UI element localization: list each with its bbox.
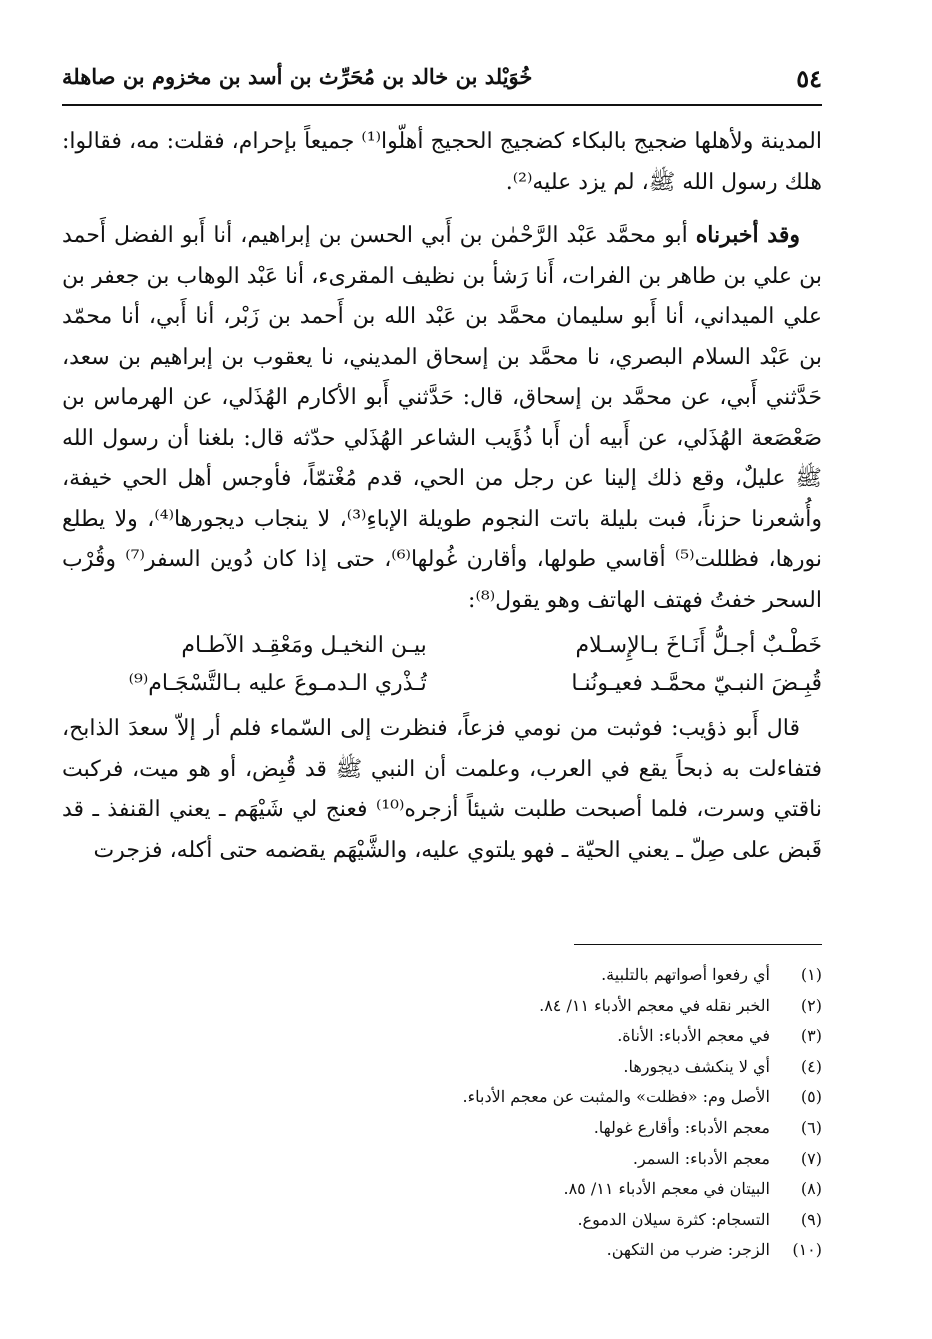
footnote-number: (٤)	[800, 1056, 822, 1076]
poem-verse	[62, 665, 822, 703]
main-text	[62, 122, 822, 871]
footnote-text: الأصل وم: «فظلت» والمثبت عن معجم الأدباء.	[462, 1087, 770, 1107]
page-number: ٥٤	[796, 64, 822, 93]
verse-second-hemistich: بيـن النخيـل ومَعْقِـد الآطـام	[181, 633, 427, 658]
footnote	[62, 1235, 822, 1266]
paragraph-2-text: أبو محمَّد عَبْد الرَّحْمٰن بن أَبي الحسن بن إبراهيم، أنا أَبو الفضل أَحمد بن علي بن طاهر بن الفرات، أَنا رَشأ بن نظيف المقرىء، أنا عَبْد الوهاب بن جعفر بن علي الميداني، أنا أَبو سليمان محمَّد بن عَبْد الله بن أَحمد بن زَبْر، أنا أَبي، أنا محمّد بن عَبْد السلام البصري، نا محمَّد بن إسحاق المديني، نا يعقوب بن إبراهيم بن سعد، حَدَّثني أَبي، عن محمَّد بن إسحاق، قال: حَدَّثني أَبو الأكارم الهُذَلي، عن الهرماس بن صَعْصَعة الهُذَلي، عن أَبيه أن أَبا ذُؤَيب الشاعر الهُذَلي حدّثه قال: بلغنا أن رسول الله ﷺ عليلٌ، وقع ذلك إلينا عن رجل من الحي، قدم مُغْتمّاً، فأوجس أهل الحي خيفة، وأُشعرنا حزناً، فبت بليلة باتت النجوم طويلة الإباءِ⁽³⁾، لا ينجاب ديجورها⁽⁴⁾، ولا يطلع نورها، فظللت⁽⁵⁾ أقاسي طولها، وأقارن غُولها⁽⁶⁾، حتى إذا كان دُوين السفر⁽⁷⁾ وقُرْب السحر خفتُ فهتف الهاتف وهو يقول⁽⁸⁾:	[62, 223, 822, 613]
footnote	[62, 1113, 822, 1144]
footnote	[62, 1144, 822, 1175]
footnote-rule	[574, 944, 822, 945]
verse-first-hemistich: خَطْـبٌ أجـلُّ أَنَـاخَ بـالإِسـلام	[575, 633, 822, 658]
footnote	[62, 1205, 822, 1236]
paragraph-2	[62, 215, 822, 621]
footnote-text: معجم الأدباء: السمر.	[632, 1148, 770, 1168]
verse-first-hemistich: قُبِـضَ النبـيّ محمَّـد فعيـونُنـا	[571, 671, 822, 696]
footnote-text: الزجر: ضرب من التكهن.	[606, 1240, 770, 1260]
header-rule	[62, 104, 822, 106]
page-header	[62, 58, 822, 102]
footnote-text: البيتان في معجم الأدباء ١١/ ٨٥.	[563, 1179, 770, 1199]
footnote-number: (٧)	[800, 1148, 822, 1168]
footnote-number: (٣)	[800, 1026, 822, 1046]
footnote-number: (١٠)	[792, 1240, 822, 1260]
footnote-text: الخبر نقله في معجم الأدباء ١١/ ٨٤.	[539, 995, 770, 1015]
running-title: خُوَيْلد بن خالد بن مُحَرِّث بن أسد بن مخزوم بن صاهلة	[62, 64, 533, 89]
footnotes	[62, 960, 822, 1266]
footnote	[62, 991, 822, 1022]
poem	[62, 627, 822, 703]
footnote-number: (١)	[800, 965, 822, 984]
footnote-text: أي لا ينكشف ديجورها.	[623, 1056, 770, 1076]
paragraph-1: المدينة ولأهلها ضجيج بالبكاء كضجيج الحجيج أهلّوا⁽¹⁾ جميعاً بإحرام، فقلت: مه، فقالوا: هلك رسول الله ﷺ، لم يزد عليه⁽²⁾.	[62, 129, 822, 195]
footnote-text: معجم الأدباء: وأقارع غولها.	[593, 1117, 770, 1137]
footnote-number: (٩)	[800, 1209, 822, 1229]
footnote-number: (٥)	[800, 1087, 822, 1107]
footnote	[62, 1174, 822, 1205]
footnote-text: أي رفعوا أصواتهم بالتلبية.	[601, 965, 770, 984]
footnote	[62, 1082, 822, 1113]
footnote-number: (٨)	[800, 1179, 822, 1199]
footnote-number: (٦)	[800, 1117, 822, 1137]
footnote-text: في معجم الأدباء: الأناة.	[617, 1026, 770, 1046]
footnote-text: التسجام: كثرة سيلان الدموع.	[577, 1209, 770, 1229]
paragraph-lead: وقد أخبرناه	[695, 222, 800, 248]
poem-verse	[62, 627, 822, 665]
footnote	[62, 1052, 822, 1083]
paragraph-3: قال أَبو ذؤيب: فوثبت من نومي فزعاً، فنظرت إلى السّماء فلم أر إلاّ سعدَ الذابح، فتفاءلت به ذبحاً يقع في العرب، وعلمت أن النبي ﷺ قد قُبِض، أو هو ميت، فركبت ناقتي وسرت، فلما أصبحت طلبت شيئاً أزجره⁽¹⁰⁾ فعنج لي شَيْهَم ـ يعني القنفذ ـ قد قَبض على صِلّ ـ يعني الحيّة ـ فهو يلتوي عليه، والشَّيْهَم يقضمه حتى أكله، فزجرت	[62, 716, 822, 863]
footnote	[62, 1021, 822, 1052]
footnote-number: (٢)	[800, 995, 822, 1015]
verse-second-hemistich: تُـذْري الـدمـوعَ عليه بـالتَّسْجَـام⁽⁹⁾	[128, 671, 427, 696]
footnote	[62, 960, 822, 991]
